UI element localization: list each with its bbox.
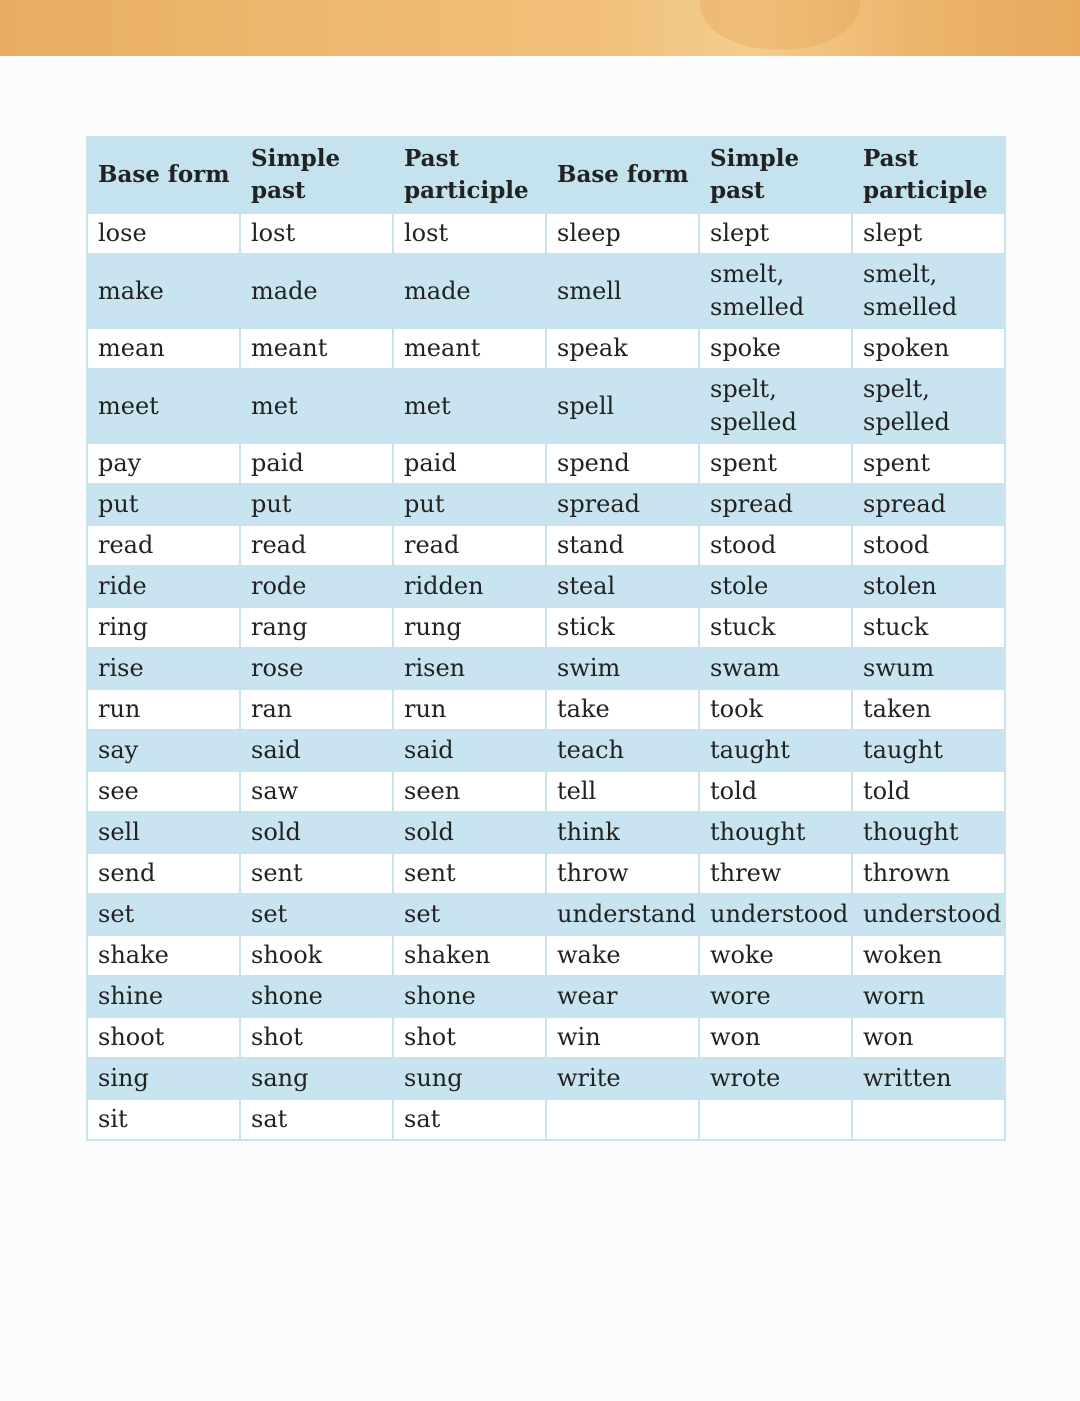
header-past-participle-right xyxy=(852,137,1005,213)
cell-text: sat xyxy=(251,1105,288,1133)
cell-base-form-right xyxy=(546,689,699,730)
cell-text: sent xyxy=(251,859,303,887)
cell-base-form-left xyxy=(87,607,240,648)
table-row xyxy=(87,1017,1005,1058)
cell-past-participle-left xyxy=(393,254,546,328)
cell-base-form-right xyxy=(546,812,699,853)
cell-text: spoke xyxy=(710,334,781,362)
cell-base-form-right xyxy=(546,1017,699,1058)
cell-text: sit xyxy=(98,1105,128,1133)
top-banner xyxy=(0,0,1080,56)
cell-text: understand xyxy=(557,900,697,928)
cell-text: ridden xyxy=(404,572,484,600)
cell-simple-past-right xyxy=(699,525,852,566)
cell-base-form-left xyxy=(87,254,240,328)
cell-base-form-right xyxy=(546,976,699,1017)
cell-base-form-right xyxy=(546,607,699,648)
cell-past-participle-right xyxy=(852,1058,1005,1099)
cell-text: meant xyxy=(251,334,328,362)
cell-base-form-right xyxy=(546,730,699,771)
cell-text-line2: smelled xyxy=(710,293,805,321)
cell-past-participle-left xyxy=(393,935,546,976)
cell-text: shaken xyxy=(404,941,491,969)
cell-text: taught xyxy=(863,736,943,764)
cell-text: mean xyxy=(98,334,165,362)
cell-base-form-right xyxy=(546,1058,699,1099)
table-body xyxy=(87,213,1005,1140)
cell-base-form-left xyxy=(87,894,240,935)
cell-text-line2: smelled xyxy=(863,293,958,321)
cell-simple-past-right xyxy=(699,648,852,689)
table-row xyxy=(87,812,1005,853)
cell-text: taken xyxy=(863,695,932,723)
cell-text: see xyxy=(98,777,139,805)
cell-text-line2: spelled xyxy=(863,408,950,436)
cell-past-participle-left xyxy=(393,484,546,525)
cell-text: spelt, xyxy=(710,375,777,403)
cell-simple-past-left xyxy=(240,689,393,730)
cell-text: thought xyxy=(863,818,959,846)
cell-simple-past-left xyxy=(240,254,393,328)
cell-past-participle-left xyxy=(393,607,546,648)
cell-text: slept xyxy=(710,219,770,247)
cell-text: stand xyxy=(557,531,625,559)
table-row xyxy=(87,730,1005,771)
cell-text: smell xyxy=(557,276,622,305)
table-row xyxy=(87,853,1005,894)
cell-base-form-left xyxy=(87,525,240,566)
cell-text: lose xyxy=(98,219,147,247)
cell-text: sat xyxy=(404,1105,441,1133)
cell-text: set xyxy=(404,900,441,928)
cell-base-form-right xyxy=(546,254,699,328)
cell-text: spread xyxy=(863,490,947,518)
cell-text: written xyxy=(863,1064,952,1092)
table-row xyxy=(87,484,1005,525)
table-row xyxy=(87,771,1005,812)
table-row xyxy=(87,566,1005,607)
cell-text: understood xyxy=(863,900,1002,928)
cell-base-form-right xyxy=(546,1099,699,1140)
header-simple-past-right: Simple past xyxy=(699,137,852,213)
cell-past-participle-left xyxy=(393,689,546,730)
cell-text: spend xyxy=(557,449,630,477)
cell-text: swum xyxy=(863,654,935,682)
cell-text: teach xyxy=(557,736,625,764)
cell-text: made xyxy=(404,276,471,305)
cell-simple-past-right xyxy=(699,976,852,1017)
cell-simple-past-left xyxy=(240,1099,393,1140)
cell-past-participle-right xyxy=(852,484,1005,525)
cell-past-participle-right xyxy=(852,935,1005,976)
cell-text: sent xyxy=(404,859,456,887)
cell-text: saw xyxy=(251,777,299,805)
cell-past-participle-right xyxy=(852,525,1005,566)
cell-past-participle-right xyxy=(852,566,1005,607)
cell-simple-past-right xyxy=(699,730,852,771)
cell-text: shot xyxy=(251,1023,303,1051)
cell-simple-past-left xyxy=(240,525,393,566)
cell-text: sell xyxy=(98,818,140,846)
cell-text: woke xyxy=(710,941,774,969)
cell-simple-past-left xyxy=(240,484,393,525)
table-row xyxy=(87,976,1005,1017)
cell-text: won xyxy=(863,1023,914,1051)
cell-text: said xyxy=(251,736,301,764)
table-row xyxy=(87,254,1005,328)
cell-simple-past-right xyxy=(699,771,852,812)
cell-text: spell xyxy=(557,391,615,420)
cell-text: spread xyxy=(710,490,794,518)
cell-text: shook xyxy=(251,941,323,969)
cell-simple-past-left xyxy=(240,771,393,812)
cell-text: put xyxy=(98,490,139,518)
cell-simple-past-left xyxy=(240,730,393,771)
cell-base-form-left xyxy=(87,1058,240,1099)
cell-text: read xyxy=(251,531,307,559)
cell-text: smelt, xyxy=(863,260,938,288)
cell-past-participle-left xyxy=(393,771,546,812)
cell-simple-past-right xyxy=(699,254,852,328)
cell-base-form-left xyxy=(87,935,240,976)
cell-simple-past-left xyxy=(240,853,393,894)
header-base-form-left: Base form xyxy=(87,137,240,213)
cell-text: run xyxy=(98,695,141,723)
cell-text: sang xyxy=(251,1064,309,1092)
cell-text: stood xyxy=(863,531,930,559)
cell-text: sleep xyxy=(557,219,621,247)
cell-past-participle-right xyxy=(852,369,1005,443)
cell-text: woken xyxy=(863,941,943,969)
cell-text: win xyxy=(557,1023,601,1051)
cell-simple-past-left xyxy=(240,607,393,648)
cell-simple-past-right xyxy=(699,853,852,894)
cell-base-form-left xyxy=(87,648,240,689)
cell-base-form-left xyxy=(87,689,240,730)
header-simple-past-left: Simple past xyxy=(240,137,393,213)
cell-base-form-right xyxy=(546,894,699,935)
cell-text: rung xyxy=(404,613,462,641)
cell-base-form-right xyxy=(546,525,699,566)
cell-text: paid xyxy=(404,449,457,477)
cell-base-form-left xyxy=(87,369,240,443)
cell-text: take xyxy=(557,695,610,723)
cell-text: sing xyxy=(98,1064,149,1092)
cell-past-participle-right xyxy=(852,730,1005,771)
header-past-participle-left xyxy=(393,137,546,213)
cell-text: met xyxy=(251,391,298,420)
cell-simple-past-right xyxy=(699,484,852,525)
cell-past-participle-right xyxy=(852,648,1005,689)
cell-text: throw xyxy=(557,859,629,887)
cell-past-participle-left xyxy=(393,853,546,894)
cell-base-form-right xyxy=(546,566,699,607)
cell-simple-past-right xyxy=(699,328,852,369)
cell-text: smelt, xyxy=(710,260,785,288)
cell-simple-past-left xyxy=(240,369,393,443)
table-row xyxy=(87,328,1005,369)
table-row xyxy=(87,369,1005,443)
cell-past-participle-left xyxy=(393,566,546,607)
irregular-verbs-table-container xyxy=(86,136,1006,1141)
table-row xyxy=(87,689,1005,730)
cell-base-form-right xyxy=(546,648,699,689)
cell-text: rose xyxy=(251,654,304,682)
cell-text: put xyxy=(251,490,292,518)
cell-text: shake xyxy=(98,941,169,969)
cell-text: pay xyxy=(98,449,142,477)
cell-text: lost xyxy=(251,219,296,247)
cell-past-participle-left xyxy=(393,976,546,1017)
cell-simple-past-right xyxy=(699,812,852,853)
cell-text: read xyxy=(404,531,460,559)
cell-text: thought xyxy=(710,818,806,846)
cell-text: read xyxy=(98,531,154,559)
cell-text: set xyxy=(251,900,288,928)
cell-text: make xyxy=(98,276,164,305)
cell-past-participle-left xyxy=(393,1058,546,1099)
cell-text: risen xyxy=(404,654,466,682)
header-past-participle-right-line1: Past xyxy=(863,145,919,172)
cell-text: said xyxy=(404,736,454,764)
cell-base-form-right xyxy=(546,443,699,484)
cell-simple-past-right xyxy=(699,607,852,648)
cell-text: rode xyxy=(251,572,307,600)
cell-text: stood xyxy=(710,531,777,559)
cell-base-form-left xyxy=(87,443,240,484)
cell-past-participle-right xyxy=(852,894,1005,935)
cell-past-participle-right xyxy=(852,328,1005,369)
table-row xyxy=(87,443,1005,484)
cell-base-form-left xyxy=(87,1017,240,1058)
table-row xyxy=(87,525,1005,566)
cell-text: rise xyxy=(98,654,144,682)
cell-text: ride xyxy=(98,572,147,600)
cell-text: slept xyxy=(863,219,923,247)
table-header-row xyxy=(87,137,1005,213)
cell-base-form-left xyxy=(87,853,240,894)
cell-base-form-right xyxy=(546,771,699,812)
cell-text: write xyxy=(557,1064,621,1092)
cell-past-participle-right xyxy=(852,607,1005,648)
cell-text: sung xyxy=(404,1064,463,1092)
cell-text: made xyxy=(251,276,318,305)
cell-text: wake xyxy=(557,941,621,969)
cell-text: spelt, xyxy=(863,375,930,403)
cell-past-participle-left xyxy=(393,648,546,689)
cell-base-form-right xyxy=(546,213,699,254)
header-base-form-right: Base form xyxy=(546,137,699,213)
cell-simple-past-right xyxy=(699,213,852,254)
header-past-participle-left-line2: participle xyxy=(404,177,529,204)
cell-text: shone xyxy=(251,982,323,1010)
cell-simple-past-left xyxy=(240,566,393,607)
cell-simple-past-right xyxy=(699,689,852,730)
cell-base-form-left xyxy=(87,484,240,525)
cell-simple-past-left xyxy=(240,812,393,853)
cell-text: swam xyxy=(710,654,780,682)
cell-text: put xyxy=(404,490,445,518)
table-row xyxy=(87,213,1005,254)
cell-base-form-left xyxy=(87,976,240,1017)
cell-simple-past-left xyxy=(240,648,393,689)
cell-text: stolen xyxy=(863,572,937,600)
cell-text: shone xyxy=(404,982,476,1010)
cell-text: ring xyxy=(98,613,148,641)
cell-text: shoot xyxy=(98,1023,165,1051)
cell-simple-past-left xyxy=(240,1058,393,1099)
cell-text: took xyxy=(710,695,764,723)
cell-past-participle-right xyxy=(852,689,1005,730)
cell-text: wore xyxy=(710,982,771,1010)
cell-simple-past-right xyxy=(699,443,852,484)
cell-base-form-left xyxy=(87,812,240,853)
cell-text: ran xyxy=(251,695,293,723)
cell-past-participle-right xyxy=(852,443,1005,484)
cell-past-participle-right xyxy=(852,1017,1005,1058)
cell-past-participle-left xyxy=(393,1099,546,1140)
cell-simple-past-left xyxy=(240,1017,393,1058)
cell-simple-past-left xyxy=(240,443,393,484)
cell-simple-past-right xyxy=(699,1099,852,1140)
cell-text: shine xyxy=(98,982,164,1010)
cell-text: speak xyxy=(557,334,628,362)
cell-text: set xyxy=(98,900,135,928)
cell-past-participle-right xyxy=(852,1099,1005,1140)
cell-base-form-left xyxy=(87,566,240,607)
cell-text: told xyxy=(863,777,911,805)
cell-text: sold xyxy=(404,818,454,846)
cell-base-form-right xyxy=(546,369,699,443)
cell-base-form-right xyxy=(546,935,699,976)
cell-past-participle-left xyxy=(393,443,546,484)
cell-past-participle-right xyxy=(852,771,1005,812)
cell-simple-past-left xyxy=(240,976,393,1017)
cell-text: understood xyxy=(710,900,849,928)
cell-base-form-left xyxy=(87,213,240,254)
cell-simple-past-right xyxy=(699,894,852,935)
header-past-participle-right-line2: participle xyxy=(863,177,988,204)
cell-text: send xyxy=(98,859,156,887)
cell-text: stick xyxy=(557,613,615,641)
cell-text: worn xyxy=(863,982,925,1010)
cell-past-participle-right xyxy=(852,213,1005,254)
cell-past-participle-right xyxy=(852,976,1005,1017)
cell-text: spread xyxy=(557,490,641,518)
cell-text: spent xyxy=(710,449,777,477)
cell-past-participle-left xyxy=(393,1017,546,1058)
header-past-participle-left-line1: Past xyxy=(404,145,460,172)
cell-simple-past-left xyxy=(240,328,393,369)
cell-past-participle-left xyxy=(393,213,546,254)
cell-text: told xyxy=(710,777,758,805)
cell-past-participle-right xyxy=(852,812,1005,853)
cell-past-participle-left xyxy=(393,328,546,369)
cell-text: meet xyxy=(98,391,159,420)
cell-past-participle-right xyxy=(852,254,1005,328)
cell-base-form-right xyxy=(546,853,699,894)
table-row xyxy=(87,1058,1005,1099)
cell-simple-past-right xyxy=(699,1058,852,1099)
cell-text: stuck xyxy=(863,613,929,641)
cell-text: won xyxy=(710,1023,761,1051)
cell-base-form-left xyxy=(87,771,240,812)
cell-text: taught xyxy=(710,736,790,764)
cell-text: thrown xyxy=(863,859,951,887)
cell-past-participle-left xyxy=(393,525,546,566)
cell-text: shot xyxy=(404,1023,456,1051)
cell-past-participle-left xyxy=(393,812,546,853)
table-row xyxy=(87,935,1005,976)
cell-simple-past-right xyxy=(699,566,852,607)
cell-simple-past-right xyxy=(699,1017,852,1058)
cell-past-participle-left xyxy=(393,894,546,935)
cell-base-form-left xyxy=(87,1099,240,1140)
cell-text: think xyxy=(557,818,620,846)
cell-past-participle-left xyxy=(393,369,546,443)
cell-text: spoken xyxy=(863,334,950,362)
cell-base-form-left xyxy=(87,328,240,369)
table-row xyxy=(87,607,1005,648)
cell-base-form-right xyxy=(546,484,699,525)
irregular-verbs-table xyxy=(86,136,1006,1141)
cell-text: wrote xyxy=(710,1064,781,1092)
cell-text: steal xyxy=(557,572,616,600)
cell-simple-past-left xyxy=(240,935,393,976)
table-row xyxy=(87,1099,1005,1140)
cell-text-line2: spelled xyxy=(710,408,797,436)
cell-simple-past-right xyxy=(699,369,852,443)
cell-text: threw xyxy=(710,859,782,887)
cell-base-form-left xyxy=(87,730,240,771)
cell-simple-past-left xyxy=(240,894,393,935)
cell-text: lost xyxy=(404,219,449,247)
cell-past-participle-right xyxy=(852,853,1005,894)
cell-past-participle-left xyxy=(393,730,546,771)
table-row xyxy=(87,648,1005,689)
cell-base-form-right xyxy=(546,328,699,369)
cell-text: sold xyxy=(251,818,301,846)
cell-simple-past-left xyxy=(240,213,393,254)
cell-text: spent xyxy=(863,449,930,477)
cell-text: run xyxy=(404,695,447,723)
cell-text: stuck xyxy=(710,613,776,641)
cell-text: swim xyxy=(557,654,621,682)
table-row xyxy=(87,894,1005,935)
cell-text: wear xyxy=(557,982,618,1010)
cell-text: seen xyxy=(404,777,461,805)
cell-text: stole xyxy=(710,572,769,600)
cell-text: tell xyxy=(557,777,597,805)
cell-text: rang xyxy=(251,613,308,641)
cell-text: meant xyxy=(404,334,481,362)
cell-text: say xyxy=(98,736,139,764)
cell-text: met xyxy=(404,391,451,420)
cell-simple-past-right xyxy=(699,935,852,976)
cell-text: paid xyxy=(251,449,304,477)
